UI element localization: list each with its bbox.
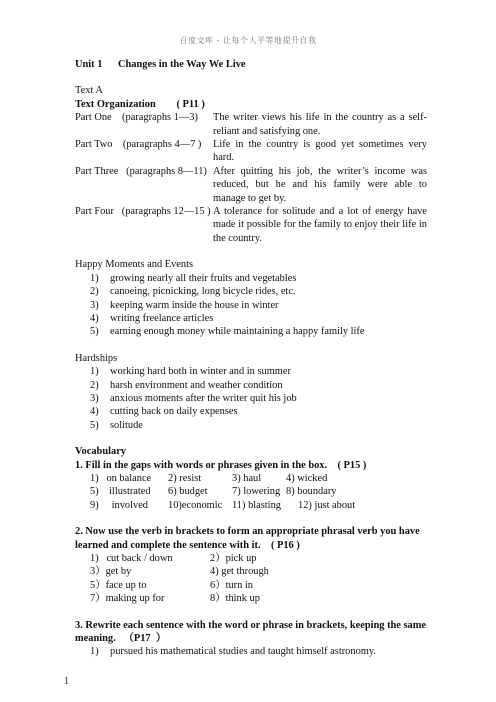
list-item — [75, 405, 427, 418]
unit-title: Unit 1 Changes in the Way We Live — [75, 59, 246, 70]
answer: 7) lowering — [232, 486, 281, 498]
list-item — [75, 312, 427, 325]
list-number: 5) — [90, 326, 99, 338]
part-label: Part Four (paragraphs 12—15 ) — [75, 206, 211, 218]
list-number: 3) — [90, 299, 99, 311]
list-number: 4) — [90, 312, 99, 324]
part-text: A tolerance for solitude and a lot of energy have made it possible for the family to enjoy their life in the country. — [213, 206, 427, 244]
answer: 4) get through — [210, 566, 269, 578]
happy-moments-heading: Happy Moments and Events — [75, 259, 194, 271]
list-text: keeping warm inside the house in winter — [110, 299, 279, 311]
document-body — [75, 58, 427, 659]
answer-row — [75, 485, 427, 498]
answer: 5）face up to — [90, 579, 147, 591]
part-text: Life in the country is good yet sometimes very hard. — [213, 139, 427, 164]
answer-row — [75, 499, 427, 512]
answer: 12) just about — [298, 499, 356, 511]
vocabulary-heading: Vocabulary — [75, 446, 126, 458]
exercise-3-title-line: meaning. （P17 ） — [75, 633, 167, 645]
list-item — [75, 419, 427, 432]
list-text: pursued his mathematical studies and taught himself astronomy. — [110, 646, 376, 658]
answer: 6) budget — [168, 486, 208, 498]
list-item — [75, 645, 427, 658]
answer: 2）pick up — [210, 553, 257, 564]
text-organization-heading: Text Organization ( P11 ) — [75, 98, 205, 110]
part-text: The writer views his life in the country as a self-reliant and satisfying one. — [213, 112, 427, 137]
exercise-2-title-line: learned and complete the sentence with it. ( P16 ) — [75, 539, 300, 551]
list-text: earning enough money while maintaining a happy family life — [110, 326, 365, 338]
answer: 4) wicked — [286, 472, 328, 484]
list-text: writing freelance articles — [110, 312, 214, 324]
list-item — [75, 365, 427, 378]
page-number: 1 — [64, 676, 69, 687]
answer: 2) resist — [168, 472, 202, 484]
list-item — [75, 325, 427, 338]
answer-row — [75, 579, 427, 592]
answer: 3）get by — [90, 566, 132, 578]
list-text: solitude — [110, 419, 143, 431]
list-item — [75, 285, 427, 298]
list-number: 5) — [90, 419, 99, 431]
list-text: harsh environment and weather condition — [110, 379, 283, 391]
answer-row — [75, 552, 427, 565]
part-label: Part Three (paragraphs 8—11) — [75, 165, 207, 177]
exercise-3-title-line: 3. Rewrite each sentence with the word or phrase in brackets, keeping the same — [75, 619, 427, 631]
list-text: canoeing, picnicking, long bicycle rides, etc. — [110, 286, 296, 298]
exercise-2-title — [75, 525, 427, 552]
answer: 1) cut back / down — [90, 553, 173, 564]
answer: 7）making up for — [90, 593, 165, 605]
list-number: 4) — [90, 406, 99, 418]
list-item — [75, 379, 427, 392]
part-row — [75, 205, 427, 245]
list-number: 1) — [90, 646, 99, 658]
part-label: Part Two (paragraphs 4—7 ) — [75, 139, 202, 151]
part-row — [75, 165, 427, 205]
exercise-2-title-line: 2. Now use the verb in brackets to form an appropriate phrasal verb you have — [75, 526, 420, 538]
part-label: Part One (paragraphs 1—3) — [75, 112, 198, 124]
hardships-heading: Hardships — [75, 352, 118, 364]
answer: 1) on balance — [90, 472, 152, 484]
exercise-1-title: 1. Fill in the gaps with words or phrases given in the box. ( P15 ) — [75, 459, 367, 471]
list-text: anxious moments after the writer quit his job — [110, 392, 297, 404]
list-number: 2) — [90, 286, 99, 298]
list-text: working hard both in winter and in summer — [110, 366, 291, 378]
list-item — [75, 299, 427, 312]
list-number: 1) — [90, 272, 99, 284]
answer: 3) haul — [232, 472, 262, 484]
list-number: 2) — [90, 379, 99, 391]
part-row — [75, 138, 427, 165]
answer: 5) illustrated — [90, 486, 151, 498]
list-text: cutting back on daily expenses — [110, 406, 238, 418]
part-text: After quitting his job, the writer’s income was reduced, but he and his family were able to manage to get by. — [213, 165, 427, 204]
list-item — [75, 392, 427, 405]
page-header: 百度文库 - 让每个人平等地提升自我 — [179, 36, 317, 45]
answer: 10)economic — [168, 499, 223, 511]
list-item — [75, 272, 427, 285]
answer: 8）think up — [210, 593, 260, 605]
answer: 6）turn in — [210, 579, 254, 591]
answer: 11) blasting — [232, 499, 281, 511]
answer: 8) boundary — [286, 486, 337, 498]
answer-row — [75, 592, 427, 605]
list-number: 3) — [90, 392, 99, 404]
answer-row — [75, 565, 427, 578]
answer: 9) involved — [90, 499, 149, 511]
part-row — [75, 111, 427, 138]
answer-row — [75, 472, 427, 485]
list-text: growing nearly all their fruits and vegetables — [110, 272, 297, 284]
exercise-3-title — [75, 619, 427, 646]
text-a-label: Text A — [75, 85, 103, 97]
list-number: 1) — [90, 366, 99, 378]
